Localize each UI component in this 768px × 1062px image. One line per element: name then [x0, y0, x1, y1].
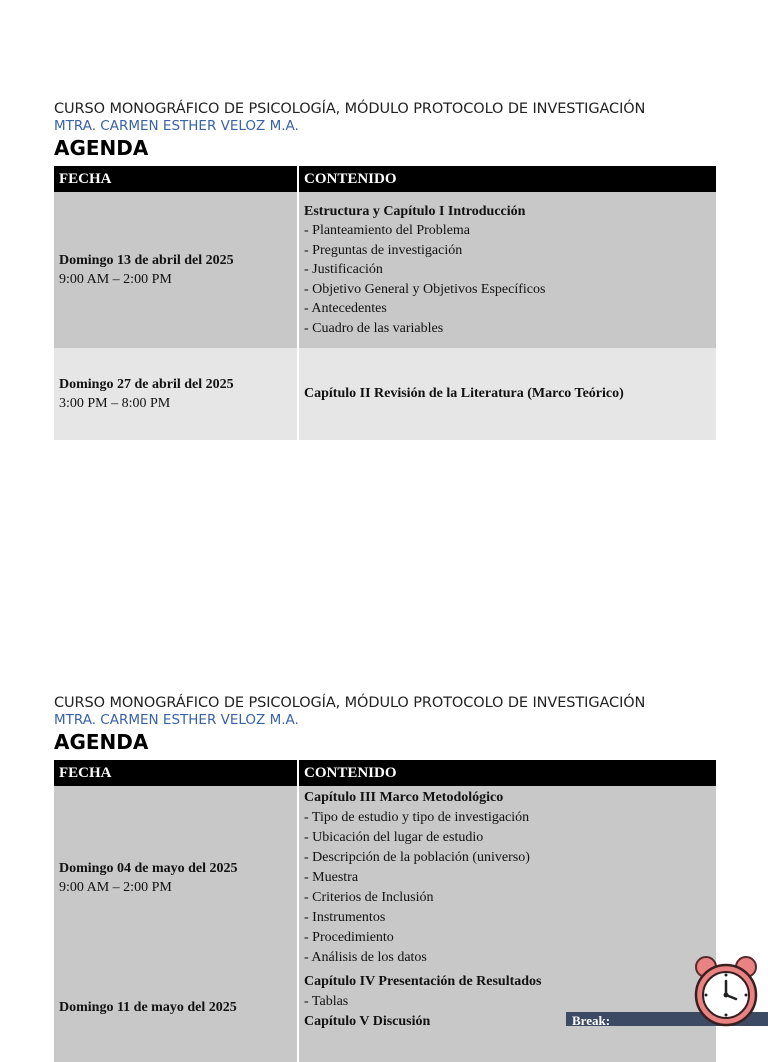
content-cell	[298, 348, 716, 440]
list-item: - Instrumentos	[304, 910, 386, 925]
alarm-clock-icon	[690, 955, 762, 1027]
session-time: 9:00 AM – 2:00 PM	[59, 880, 172, 895]
table-header	[54, 166, 716, 192]
agenda-heading: AGENDA	[54, 136, 149, 160]
list-item: - Criterios de Inclusión	[304, 890, 434, 905]
session-date: Domingo 27 de abril del 2025	[59, 376, 234, 392]
agenda-table	[54, 166, 716, 440]
agenda-section-1	[54, 100, 716, 440]
date-cell	[54, 348, 298, 440]
agenda-section-2	[54, 694, 716, 1062]
session-date: Domingo 11 de mayo del 2025	[59, 1000, 237, 1015]
table-header	[54, 760, 716, 786]
date-cell	[54, 192, 298, 348]
list-item: - Ubicación del lugar de estudio	[304, 830, 484, 845]
list-item: - Planteamiento del Problema	[304, 223, 471, 239]
session-time: 9:00 AM – 2:00 PM	[59, 272, 172, 287]
list-item: - Tipo de estudio y tipo de investigación	[304, 810, 530, 825]
table-row	[54, 786, 716, 970]
table-row	[54, 192, 716, 348]
session-date: Domingo 13 de abril del 2025	[59, 252, 234, 268]
list-item: - Descripción de la población (universo)	[304, 850, 530, 865]
list-item: - Muestra	[304, 870, 359, 885]
list-item: - Preguntas de investigación	[304, 242, 463, 258]
header-contenido: CONTENIDO	[298, 166, 716, 192]
course-title: CURSO MONOGRÁFICO DE PSICOLOGÍA, MÓDULO PROTOCOLO DE INVESTIGACIÓN	[54, 101, 646, 117]
header-contenido: CONTENIDO	[298, 760, 716, 786]
list-item: Capítulo V Discusión	[304, 1014, 431, 1029]
agenda-heading: AGENDA	[54, 730, 149, 754]
date-cell	[54, 970, 298, 1062]
session-topic: Capítulo III Marco Metodológico	[304, 790, 504, 805]
list-item: - Cuadro de las variables	[304, 320, 444, 336]
session-date: Domingo 04 de mayo del 2025	[59, 860, 238, 876]
teacher-name: MTRA. CARMEN ESTHER VELOZ M.A.	[54, 118, 299, 134]
course-title: CURSO MONOGRÁFICO DE PSICOLOGÍA, MÓDULO PROTOCOLO DE INVESTIGACIÓN	[54, 695, 646, 711]
list-item: - Objetivo General y Objetivos Específicos	[304, 281, 546, 297]
break-label: Break:	[566, 1012, 768, 1026]
header-fecha: FECHA	[54, 760, 298, 786]
list-item: - Tablas	[304, 994, 349, 1009]
session-topic: Estructura y Capítulo I Introducción	[304, 203, 526, 219]
session-topic: Capítulo II Revisión de la Literatura (Marco Teórico)	[304, 386, 624, 402]
header-fecha: FECHA	[54, 166, 298, 192]
list-item: - Procedimiento	[304, 930, 394, 945]
content-cell	[298, 192, 716, 348]
date-cell	[54, 786, 298, 970]
list-item: - Justificación	[304, 262, 383, 278]
table-row	[54, 348, 716, 440]
session-time: 3:00 PM – 8:00 PM	[59, 396, 171, 411]
list-item: - Análisis de los datos	[304, 950, 427, 965]
list-item: - Antecedentes	[304, 301, 387, 317]
teacher-name: MTRA. CARMEN ESTHER VELOZ M.A.	[54, 712, 299, 728]
content-cell	[298, 786, 716, 970]
session-topic: Capítulo IV Presentación de Resultados	[304, 974, 542, 989]
